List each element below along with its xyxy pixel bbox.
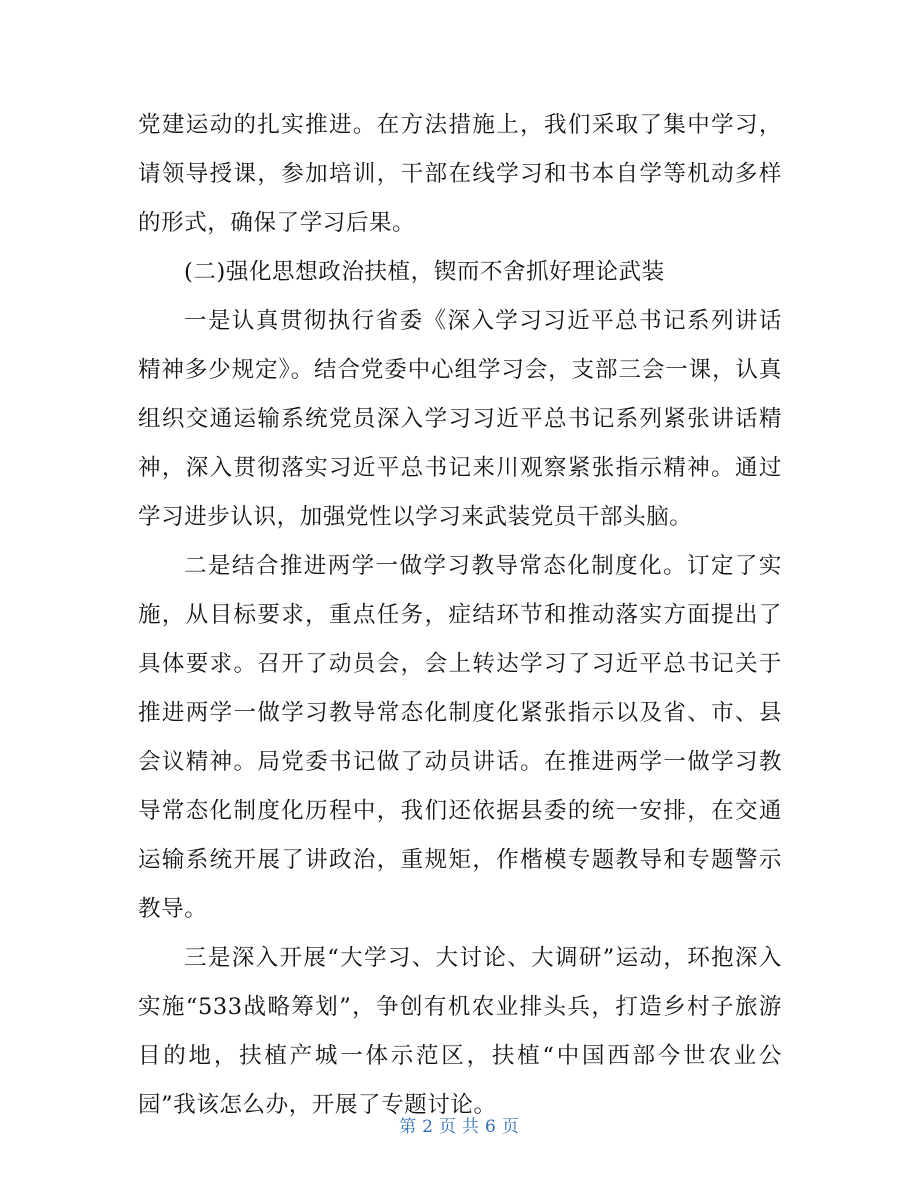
document-body bbox=[138, 101, 782, 1130]
footer-suffix: 页 bbox=[501, 1117, 521, 1137]
page-footer bbox=[0, 1112, 920, 1137]
section-heading: (二)强化思想政治扶植，锲而不舍抓好理论武装 bbox=[184, 259, 665, 285]
paragraph-first-point: 一是认真贯彻执行省委《深入学习习近平总书记系列讲话精神多少规定》。结合党委中心组学习会，支部三会一课，认真组织交通运输系统党员深入学习习近平总书记系列紧张讲话精神，深入贯彻落实习近平总书记来川观察紧张指示精神。通过学习进步认识，加强党性以学习来武装党员干部头脑。 bbox=[138, 308, 782, 530]
footer-total-prefix: 共 bbox=[462, 1117, 481, 1137]
footer-current-page: 2 bbox=[422, 1117, 435, 1137]
footer-total-pages: 6 bbox=[485, 1117, 498, 1137]
paragraph-third-point: 三是深入开展“大学习、大讨论、大调研”运动，环抱深入实施“533战略筹划”，争创有机农业排头兵，打造乡村子旅游目的地，扶植产城一体示范区，扶植“中国西部今世农业公园”我该怎么办，开展了专题讨论。 bbox=[138, 945, 782, 1118]
paragraph-continuation: 党建运动的扎实推进。在方法措施上，我们采取了集中学习，请领导授课，参加培训，干部在线学习和书本自学等机动多样的形式，确保了学习后果。 bbox=[138, 112, 782, 236]
footer-page-word: 页 bbox=[439, 1117, 458, 1137]
footer-prefix: 第 bbox=[399, 1117, 419, 1137]
paragraph-second-point: 二是结合推进两学一做学习教导常态化制度化。订定了实施，从目标要求，重点任务，症结环节和推动落实方面提出了具体要求。召开了动员会，会上转达学习了习近平总书记关于推进两学一做学习教导常态化制度化紧张指示以及省、市、县会议精神。局党委书记做了动员讲话。在推进两学一做学习教导常态化制度化历程中，我们还依据县委的统一安排，在交通运输系统开展了讲政治，重规矩，作楷模专题教导和专题警示教导。 bbox=[138, 553, 782, 922]
